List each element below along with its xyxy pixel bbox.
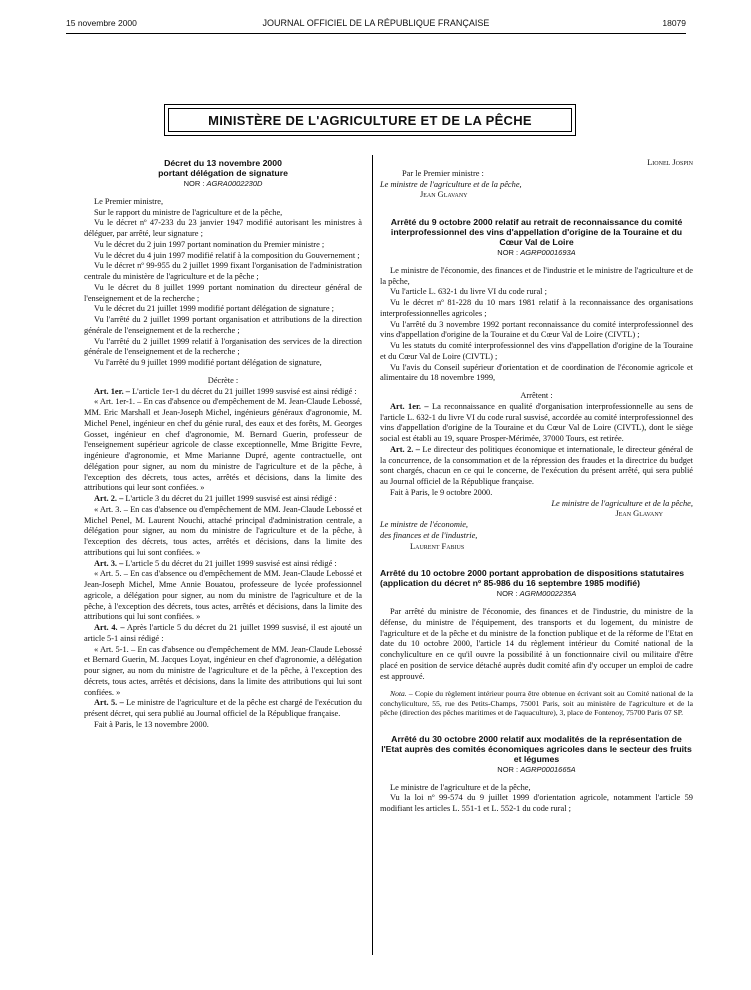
done-at: Fait à Paris, le 13 novembre 2000. [94, 719, 209, 729]
paragraph: Vu l'avis du Conseil supérieur d'orientation et de coordination de l'économie agricole et alimentaire du 18 novembre 1999, [380, 362, 693, 383]
decree-title: Décret du 13 novembre 2000 portant délégation de signature [158, 158, 288, 178]
paragraph: Vu le décret du 21 juillet 1999 modifié portant délégation de signature ; [94, 304, 334, 314]
arrete-1-title: Arrêté du 9 octobre 2000 relatif au retrait de reconnaissance du comité interprofessionnel des vins d'appellation d'origine de la Touraine et du Cœur Val de Loire [390, 217, 683, 247]
header-page-number: 18079 [662, 18, 686, 28]
arrete-2-nor: NOR : AGRM0002235A [496, 589, 577, 599]
paragraph: Vu la loi nº 99-574 du 9 juillet 1999 d'orientation agricole, notamment l'article 59 modifiant les articles L. 551-1 et L. 552-1 du code rural ; [380, 793, 693, 813]
arrete-1-article-2: Art. 2. – Le directeur des politiques économique et internationale, le directeur général de la concurrence, de la consommation et de la répression des fraudes et la directrice du budget sont chargés, chacun en ce qui le concerne, de l'exécution du présent arrêté, qui sera publié au Journal officiel de la République française. [380, 444, 693, 486]
arrete-3-nor: NOR : AGRP0001665A [497, 764, 576, 774]
header-journal-title: JOURNAL OFFICIEL DE LA RÉPUBLIQUE FRANÇAISE [262, 18, 490, 28]
minister-eco-line-1: Le ministre de l'économie, [380, 520, 469, 529]
paragraph: Vu l'arrêté du 2 juillet 1999 portant organisation et attributions de la direction générale de l'enseignement et de la recherche ; [84, 315, 362, 335]
nota-note: Nota. – Copie du règlement intérieur pourra être obtenue en écrivant soit au Comité national de la conchyliculture, 55, rue des Petits-Champs, 75001 Paris, soit au ministère de l'agriculture et de la pêche (direction des pêches maritimes et de l'aquaculture), 3, place de Fontenoy, 75700 Paris 07 SP. [380, 689, 693, 718]
ministry-banner [164, 104, 576, 136]
ministry-banner-title: MINISTÈRE DE L'AGRICULTURE ET DE LA PÊCHE [168, 108, 572, 132]
paragraph: Vu l'article L. 632-1 du livre VI du code rural ; [390, 287, 547, 297]
paragraph: Vu le décret du 4 juin 1997 modifié relatif à la composition du Gouvernement ; [94, 250, 360, 260]
paragraph: Le Premier ministre, [94, 196, 164, 206]
article-3: Art. 3. – L'article 5 du décret du 21 juillet 1999 susvisé est ainsi rédigé : [94, 558, 337, 568]
decrete-heading: Décrète : [207, 375, 239, 385]
arrete-1-nor: NOR : AGRP0001693A [497, 248, 576, 257]
paragraph: Le ministre de l'économie, des finances et de l'industrie et le ministre de l'agriculture et de la pêche, [380, 265, 693, 286]
paragraph: Vu l'arrêté du 9 juillet 1999 modifié portant délégation de signature, [94, 358, 322, 367]
arretent-heading: Arrêtent : [520, 391, 553, 400]
signature-jospin: Lionel Jospin [647, 158, 693, 167]
paragraph: Vu le décret du 8 juillet 1999 portant nomination du directeur général de l'enseignement et de la recherche ; [84, 282, 362, 303]
arrete-3-title: Arrêté du 30 octobre 2000 relatif aux modalités de la représentation de l'Etat auprès des comités économiques agricoles dans le secteur des fruits et légumes [381, 733, 692, 764]
right-column [380, 158, 693, 815]
article-1-quote: « Art. 1er-1. – En cas d'absence ou d'empêchement de M. Jean-Claude Lebossé, MM. Eric Marshall et Jean-Joseph Michel, ingénieurs généraux d'agronomie, M. Michel Penel, ingénieur en chef du génie rural, des eaux et des forêts, M. Georges Gosset, ingénieur en chef d'agronomie, M. Bernard Guerin, professeur de l'enseignement supérieur agricole de classe exceptionnelle, Mme Brigitte Fevre, ingénieure d'agronomie, et Mme Marianne Dupré, agente contractuelle, ont délégation pour signer, au nom du ministre de l'agriculture et de la pêche, à l'exception des décrets, tous actes, arrêtés et décisions, dans la limite des attributions qui leur sont confiées. » [84, 397, 362, 493]
paragraph: Vu le décret nº 47-233 du 23 janvier 1947 modifié autorisant les ministres à déléguer, par arrêté, leur signature ; [84, 218, 362, 238]
arrete-1-article-1: Art. 1er. – La reconnaissance en qualité d'organisation interprofessionnelle au sens de l'article L. 632-1 du livre VI du code rural susvisé, accordée au comité interprofessionnel des vins d'appellation d'origine de la Touraine et du Cœur Val de Loire (CIVTL), dont le siège social est établi au 19, square Prosper-Mérimée, 37000 Tours, est retirée. [380, 401, 693, 443]
signature-glavany: Jean Glavany [615, 509, 663, 519]
paragraph: Par arrêté du ministre de l'économie, des finances et de l'industrie, du ministre de la défense, du ministre de l'équipement, des transports et du logement, du ministre de l'agriculture et de la pêche et du ministre de la fonction publique et de la réforme de l'Etat en date du 10 octobre 2000, l'article 14 du règlement intérieur du Comité national de la conchyliculture en ce qu'il ouvre la possibilité à un fonctionnaire civil ou militaire d'être placé en position de service détaché auprès dudit comité afin d'y occuper un emploi de cadre est approuvé. [380, 607, 693, 681]
paragraph: Le ministre de l'agriculture et de la pêche, [390, 782, 531, 792]
paragraph: Sur le rapport du ministre de l'agriculture et de la pêche, [94, 207, 283, 217]
article-3-quote: « Art. 5. – En cas d'absence ou d'empêchement de MM. Jean-Claude Lebossé et Jean-Joseph Michel, Mme Annie Bouatou, professeure de lycée professionnel agricole, a délégation pour signer, au nom du ministre de l'agriculture et de la pêche, à l'exception des décrets, tous actes, arrêtés et décisions, dans la limite des attributions qui lui sont confiées. » [84, 569, 362, 622]
article-4-quote: « Art. 5-1. – En cas d'absence ou d'empêchement de MM. Jean-Claude Lebossé et Bernard Guerin, M. Jacques Loyat, ingénieur en chef d'agronomie, a délégation pour signer, au nom du ministre de l'agriculture et de la pêche, à l'exception des décrets, tous actes, arrêtés et décisions, dans la limite des attributions qui lui sont confiées. » [84, 644, 362, 697]
pm-line: Par le Premier ministre : [402, 168, 484, 178]
paragraph: Vu l'arrêté du 2 juillet 1999 relatif à l'organisation des services de la direction générale de l'enseignement et de la recherche ; [84, 336, 362, 357]
article-4: Art. 4. – Après l'article 5 du décret du 21 juillet 1999 susvisé, il est ajouté un article 5-1 ainsi rédigé : [84, 623, 362, 643]
arrete-2-title: Arrêté du 10 octobre 2000 portant approbation de dispositions statutaires (application du décret nº 85-986 du 16 septembre 1985 modifié) [380, 568, 685, 589]
article-2-quote: « Art. 3. – En cas d'absence ou d'empêchement de MM. Jean-Claude Lebossé et Michel Penel, M. Laurent Nouchi, attaché principal d'administration centrale, a délégation pour signer, au nom du ministre de l'agriculture et de la pêche, à l'exception des décrets, tous actes, arrêtés et décisions, dans la limite des attributions qui lui sont confiées. » [84, 504, 362, 557]
paragraph: Vu les statuts du comité interprofessionnel des vins d'appellation d'origine de la Touraine et du Cœur Val de Loire (CIVTL) ; [380, 341, 693, 361]
paragraph: Vu le décret nº 81-228 du 10 mars 1981 relatif à la reconnaissance des organisations interprofessionnelles agricoles ; [380, 298, 693, 318]
article-5: Art. 5. – Le ministre de l'agriculture et de la pêche est chargé de l'exécution du présent décret, qui sera publié au Journal officiel de la République française. [84, 698, 362, 718]
done-at: Fait à Paris, le 9 octobre 2000. [390, 487, 493, 497]
header-rule [66, 33, 686, 34]
minister-line: Le ministre de l'agriculture et de la pêche, [380, 179, 522, 189]
signature-glavany: Jean Glavany [420, 190, 468, 200]
paragraph: Vu l'arrêté du 3 novembre 1992 portant reconnaissance du comité interprofessionnel des vins d'appellation d'origine de la Touraine et du Cœur Val de Loire (CIVTL) ; [380, 319, 693, 340]
signature-fabius: Laurent Fabius [410, 541, 465, 551]
left-column [84, 158, 362, 731]
decree-nor: NOR : AGRA0002230D [183, 179, 263, 188]
minister-eco-line-2: des finances et de l'industrie, [380, 530, 478, 540]
article-2: Art. 2. – L'article 3 du décret du 21 juillet 1999 susvisé est ainsi rédigé : [94, 494, 337, 503]
paragraph: Vu le décret nº 99-955 du 2 juillet 1999 fixant l'organisation de l'administration centrale du ministère de l'agriculture et de la pêche ; [84, 261, 362, 281]
header-date: 15 novembre 2000 [66, 18, 137, 28]
minister-line: Le ministre de l'agriculture et de la pêche, [551, 498, 693, 508]
column-divider [372, 155, 373, 955]
article-1: Art. 1er. – L'article 1er-1 du décret du 21 juillet 1999 susvisé est ainsi rédigé : [94, 386, 357, 396]
paragraph: Vu le décret du 2 juin 1997 portant nomination du Premier ministre ; [94, 239, 325, 249]
